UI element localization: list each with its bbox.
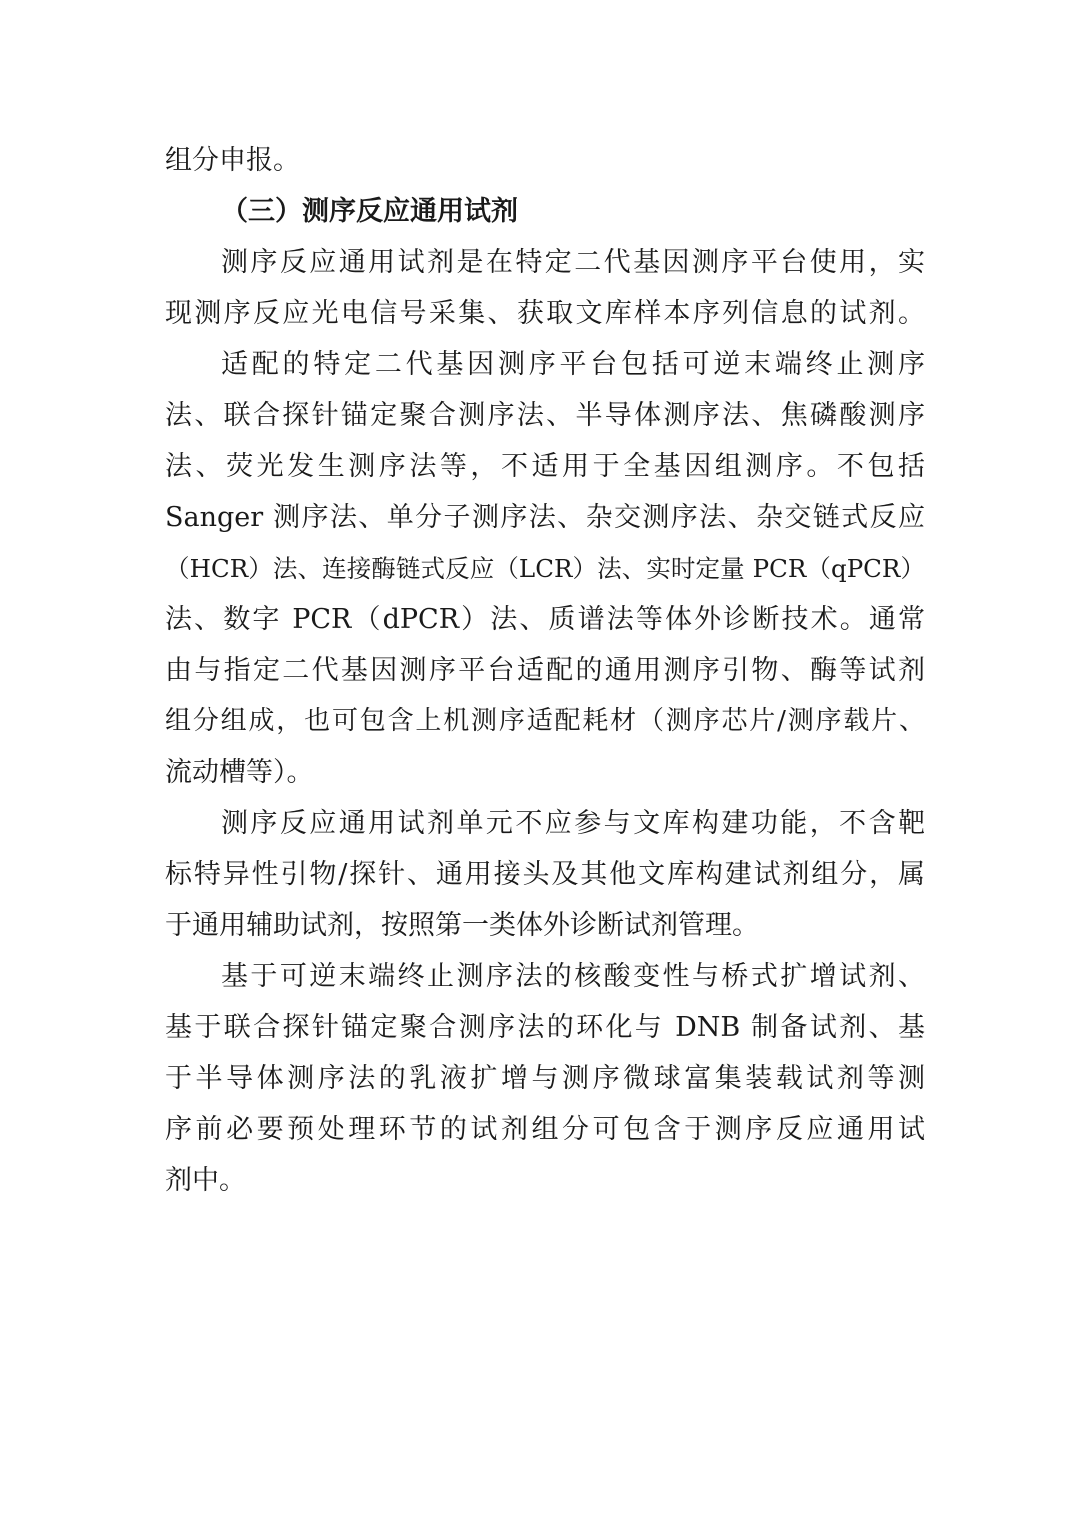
paragraph-line: （HCR）法、连接酶链式反应（LCR）法、实时定量 PCR（qPCR） <box>165 554 925 583</box>
paragraph-line: 法、联合探针锚定聚合测序法、半导体测序法、焦磷酸测序 <box>165 400 925 431</box>
paragraph-line: 测序反应通用试剂是在特定二代基因测序平台使用，实 <box>221 247 925 278</box>
paragraph-line: 组分申报。 <box>165 145 300 176</box>
paragraph-line: Sanger 测序法、单分子测序法、杂交测序法、杂交链式反应 <box>165 502 925 533</box>
paragraph-line: 法、荧光发生测序法等，不适用于全基因组测序。不包括 <box>165 451 925 482</box>
section-heading: （三）测序反应通用试剂 <box>221 196 518 227</box>
paragraph-line: 适配的特定二代基因测序平台包括可逆末端终止测序 <box>221 349 925 380</box>
paragraph-line: 剂中。 <box>165 1165 246 1196</box>
paragraph-line: 基于可逆末端终止测序法的核酸变性与桥式扩增试剂、 <box>221 961 925 992</box>
paragraph-line: 组分组成，也可包含上机测序适配耗材（测序芯片/测序载片、 <box>165 706 925 736</box>
paragraph-line: 由与指定二代基因测序平台适配的通用测序引物、酶等试剂 <box>165 655 925 686</box>
paragraph-line: 基于联合探针锚定聚合测序法的环化与 DNB 制备试剂、基 <box>165 1012 925 1043</box>
paragraph-line: 流动槽等）。 <box>165 757 314 788</box>
paragraph-line: 标特异性引物/探针、通用接头及其他文库构建试剂组分，属 <box>165 859 925 890</box>
paragraph-line: 于半导体测序法的乳液扩增与测序微球富集装载试剂等测 <box>165 1063 925 1094</box>
paragraph-line: 于通用辅助试剂，按照第一类体外诊断试剂管理。 <box>165 910 759 941</box>
paragraph-line: 序前必要预处理环节的试剂组分可包含于测序反应通用试 <box>165 1114 925 1145</box>
paragraph-line: 现测序反应光电信号采集、获取文库样本序列信息的试剂。 <box>165 298 925 329</box>
paragraph-line: 测序反应通用试剂单元不应参与文库构建功能，不含靶 <box>221 808 925 839</box>
paragraph-line: 法、数字 PCR（dPCR）法、质谱法等体外诊断技术。通常 <box>165 604 925 635</box>
